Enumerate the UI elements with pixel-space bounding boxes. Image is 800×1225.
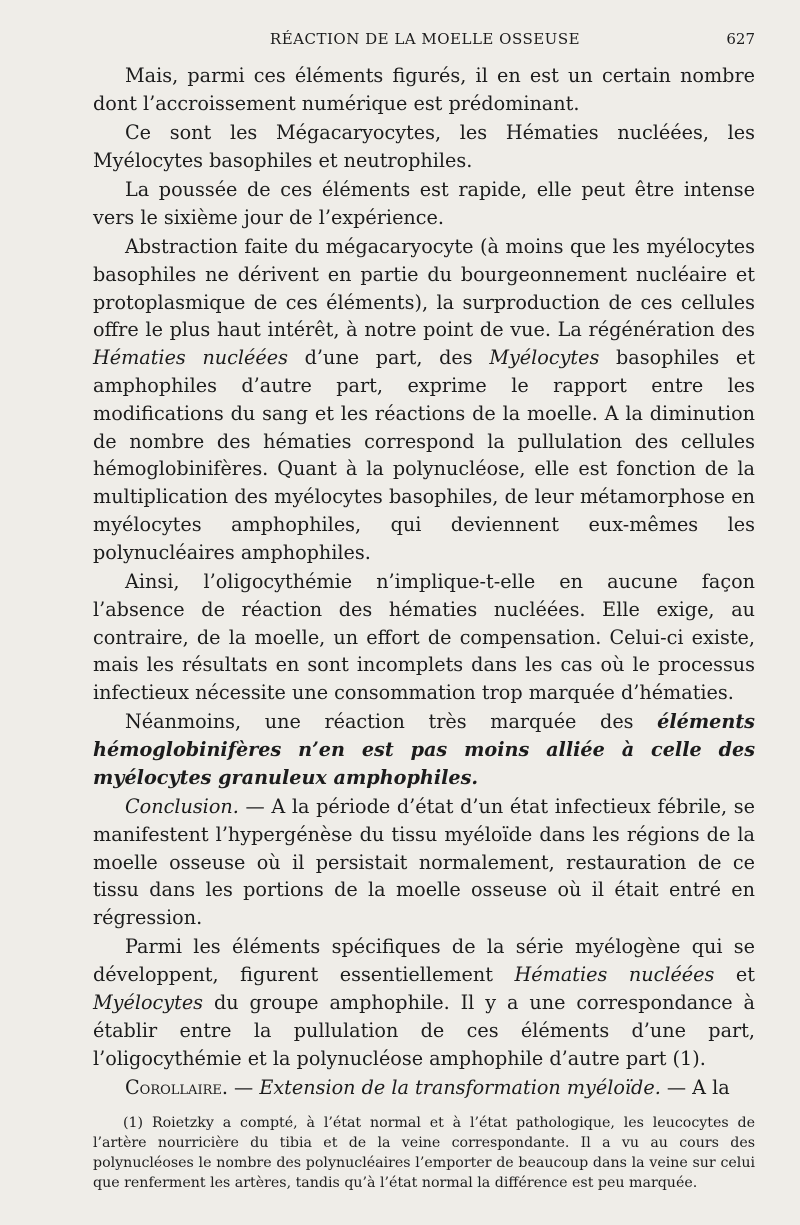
- italic-text: Myélocytes: [93, 991, 204, 1015]
- italic-text: Myélocytes: [489, 346, 600, 370]
- paragraph: [93, 933, 755, 1072]
- text-run: d’une part, des: [287, 346, 490, 370]
- text-run: Ce sont les Mégacaryocytes, les Hématies nucléées, les Myélocytes basophiles et neutrophiles.: [93, 120, 755, 172]
- text-run: basophiles et amphophiles d’autre part, exprime le rapport entre les modifications du sang et les réactions de la moelle. A la diminution de nombre des hématies correspond la pullulation des cellules hémoglobinifères. Quant à la polynucléose, elle est fonction de la multiplication des myélocytes basophiles, de leur métamorphose en myélocytes amphophiles, qui deviennent eux-mêmes les polynucléaires amphophiles.: [93, 346, 755, 564]
- text-run: — A la période d’état d’un état infectieux fébrile, se manifestent l’hypergénèse du tissu myéloïde dans les régions de la moelle osseuse où il persistait normalement, restauration de ce tissu dans les portions de la moelle osseuse où il était entré en régression.: [93, 795, 755, 930]
- italic-text: Hématies nucléées: [93, 346, 288, 370]
- paragraph: [93, 62, 755, 118]
- small-caps-text: Corollaire.: [125, 1075, 228, 1099]
- italic-text: Extension de la transformation myéloïde.: [259, 1075, 661, 1099]
- text-run: Néanmoins, une réaction très marquée des: [125, 710, 658, 734]
- text-run: Ainsi, l’oligocythémie n’implique-t-elle en aucune façon l’absence de réaction des hématies nucléées. Elle exige, au contraire, de la moelle, un effort de compensation. Celui-ci existe, mais les résultats en sont incomplets dans les cas où le processus infectieux nécessite une consommation trop marquée d’hématies.: [93, 569, 755, 705]
- text-run: —: [227, 1075, 260, 1099]
- footnote-text: (1) Roietzky a compté, à l’état normal et à l’état pathologique, les leucocytes de l’artère nourricière du tibia et de la veine correspondante. Il a vu au cours des polynucléoses le nombre des polynucléaires l’emporter de beaucoup dans la veine sur celui que renferment les artères, tandis qu’à l’état normal la différence est peu marquée.: [93, 1115, 755, 1191]
- emphasis-text: éléments hémoglobinifères n’en est pas moins alliée à celle des myélocytes granuleux amphophiles.: [93, 710, 755, 789]
- text-run: Parmi les éléments spécifiques de la série myélogène qui se développent, figurent essentiellement: [93, 935, 755, 987]
- text-run: La poussée de ces éléments est rapide, elle peut être intense vers le sixième jour de l’expérience.: [93, 177, 755, 229]
- italic-text: Conclusion.: [125, 795, 239, 819]
- paragraph: [93, 176, 755, 232]
- running-header: [95, 30, 755, 54]
- paragraph: [93, 119, 755, 175]
- header-title: RÉACTION DE LA MOELLE OSSEUSE: [269, 30, 581, 48]
- text-run: — A la: [660, 1075, 730, 1099]
- paragraph: [93, 568, 755, 707]
- text-run: Mais, parmi ces éléments figurés, il en est un certain nombre dont l’accroissement numérique est prédominant.: [93, 64, 755, 115]
- text-run: Abstraction faite du mégacaryocyte (à moins que les myélocytes basophiles ne dérivent en partie du bourgeonnement nucléaire et protoplasmique de ces éléments), la surproduction de ces cellules offre le plus haut intérêt, à notre point de vue. La régénération des: [93, 234, 755, 342]
- paragraph: [93, 233, 755, 567]
- italic-text: Hématies nucléées: [514, 963, 715, 987]
- paragraph: [93, 793, 755, 932]
- text-run: et: [714, 963, 755, 987]
- paragraph: [93, 1074, 755, 1102]
- body-text: [93, 62, 755, 1103]
- paragraph: [93, 708, 755, 791]
- page-number: 627: [726, 30, 755, 48]
- text-run: du groupe amphophile. Il y a une correspondance à établir entre la pullulation de ces éléments d’une part, l’oligocythémie et la polynucléose amphophile d’autre part (1).: [93, 991, 755, 1070]
- footnote: [93, 1113, 755, 1193]
